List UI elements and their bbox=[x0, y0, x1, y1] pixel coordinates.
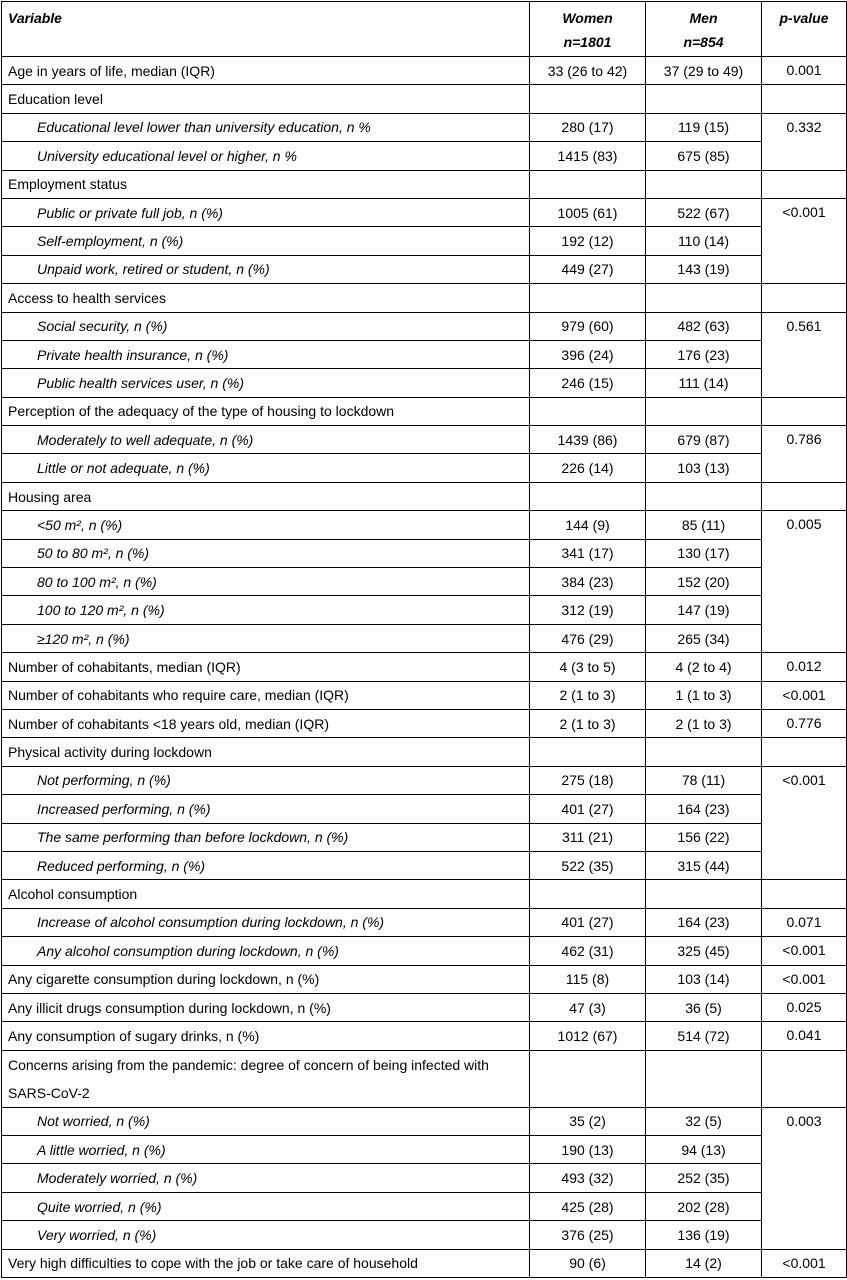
men-value: 252 (35) bbox=[646, 1164, 762, 1192]
variable-label: Any illicit drugs consumption during lockdown, n (%) bbox=[2, 993, 530, 1021]
men-value bbox=[646, 284, 762, 312]
table-row bbox=[2, 766, 847, 794]
men-value: 85 (11) bbox=[646, 511, 762, 539]
variable-label: ≥120 m², n (%) bbox=[2, 624, 530, 652]
table-row bbox=[2, 482, 847, 510]
men-value: 679 (87) bbox=[646, 426, 762, 454]
table-row bbox=[2, 539, 847, 567]
table-row bbox=[2, 340, 847, 368]
table-row bbox=[2, 198, 847, 226]
men-value: 110 (14) bbox=[646, 227, 762, 255]
pvalue-cell: 0.025 bbox=[762, 993, 847, 1021]
men-value: 1 (1 to 3) bbox=[646, 681, 762, 709]
pvalue-cell bbox=[762, 284, 847, 312]
table-row bbox=[2, 1221, 847, 1249]
table-row bbox=[2, 454, 847, 482]
pvalue-cell: <0.001 bbox=[762, 198, 847, 283]
table-row bbox=[2, 568, 847, 596]
pvalue-cell bbox=[762, 397, 847, 425]
header-women-n: n=1801 bbox=[563, 34, 612, 50]
variable-label: Very worried, n (%) bbox=[2, 1221, 530, 1249]
women-value: 275 (18) bbox=[530, 766, 646, 794]
women-value bbox=[530, 397, 646, 425]
variable-label: Self-employment, n (%) bbox=[2, 227, 530, 255]
section-label: Perception of the adequacy of the type of housing to lockdown bbox=[2, 397, 530, 425]
section-label: Physical activity during lockdown bbox=[2, 738, 530, 766]
table-row bbox=[2, 1050, 847, 1107]
header-men bbox=[646, 2, 762, 57]
table-row bbox=[2, 85, 847, 113]
women-value: 1439 (86) bbox=[530, 426, 646, 454]
variable-label: 80 to 100 m², n (%) bbox=[2, 568, 530, 596]
women-value: 476 (29) bbox=[530, 624, 646, 652]
women-value: 311 (21) bbox=[530, 823, 646, 851]
men-value: 37 (29 to 49) bbox=[646, 57, 762, 85]
women-value: 1415 (83) bbox=[530, 142, 646, 170]
variable-label: A little worried, n (%) bbox=[2, 1136, 530, 1164]
variable-label: Quite worried, n (%) bbox=[2, 1192, 530, 1220]
women-value: 4 (3 to 5) bbox=[530, 653, 646, 681]
women-value: 401 (27) bbox=[530, 908, 646, 936]
table-row bbox=[2, 738, 847, 766]
women-value bbox=[530, 1050, 646, 1107]
table-row bbox=[2, 227, 847, 255]
women-value bbox=[530, 85, 646, 113]
section-label: Employment status bbox=[2, 170, 530, 198]
table-row bbox=[2, 795, 847, 823]
table-row bbox=[2, 1136, 847, 1164]
men-value: 143 (19) bbox=[646, 255, 762, 283]
women-value: 396 (24) bbox=[530, 340, 646, 368]
men-value: 136 (19) bbox=[646, 1221, 762, 1249]
variable-label: Age in years of life, median (IQR) bbox=[2, 57, 530, 85]
table-row bbox=[2, 908, 847, 936]
women-value: 33 (26 to 42) bbox=[530, 57, 646, 85]
header-pvalue: p-value bbox=[762, 2, 847, 57]
women-value: 246 (15) bbox=[530, 369, 646, 397]
variable-label: Reduced performing, n (%) bbox=[2, 851, 530, 879]
men-value: 2 (1 to 3) bbox=[646, 709, 762, 737]
men-value bbox=[646, 738, 762, 766]
variable-label: Any consumption of sugary drinks, n (%) bbox=[2, 1022, 530, 1050]
table-row bbox=[2, 312, 847, 340]
men-value: 156 (22) bbox=[646, 823, 762, 851]
section-label: Alcohol consumption bbox=[2, 880, 530, 908]
men-value: 103 (13) bbox=[646, 454, 762, 482]
men-value: 265 (34) bbox=[646, 624, 762, 652]
men-value bbox=[646, 482, 762, 510]
pvalue-cell: <0.001 bbox=[762, 965, 847, 993]
women-value: 90 (6) bbox=[530, 1249, 646, 1277]
data-table bbox=[1, 1, 847, 1278]
men-value bbox=[646, 170, 762, 198]
women-value: 979 (60) bbox=[530, 312, 646, 340]
header-men-label: Men bbox=[689, 10, 718, 26]
women-value: 115 (8) bbox=[530, 965, 646, 993]
men-value: 164 (23) bbox=[646, 795, 762, 823]
variable-label: Little or not adequate, n (%) bbox=[2, 454, 530, 482]
table-row bbox=[2, 255, 847, 283]
table-row bbox=[2, 142, 847, 170]
women-value: 226 (14) bbox=[530, 454, 646, 482]
table-row bbox=[2, 57, 847, 85]
table-row bbox=[2, 1107, 847, 1135]
pvalue-cell: 0.041 bbox=[762, 1022, 847, 1050]
variable-label: Public health services user, n (%) bbox=[2, 369, 530, 397]
women-value: 144 (9) bbox=[530, 511, 646, 539]
variable-label: Any alcohol consumption during lockdown, n (%) bbox=[2, 937, 530, 965]
variable-label: Moderately worried, n (%) bbox=[2, 1164, 530, 1192]
women-value: 280 (17) bbox=[530, 113, 646, 141]
pvalue-cell: 0.012 bbox=[762, 653, 847, 681]
variable-label: 100 to 120 m², n (%) bbox=[2, 596, 530, 624]
variable-label: The same performing than before lockdown, n (%) bbox=[2, 823, 530, 851]
table-row bbox=[2, 937, 847, 965]
table-row bbox=[2, 511, 847, 539]
section-label: Housing area bbox=[2, 482, 530, 510]
table-row bbox=[2, 653, 847, 681]
pvalue-cell: 0.001 bbox=[762, 57, 847, 85]
table-row bbox=[2, 397, 847, 425]
variable-label: Private health insurance, n (%) bbox=[2, 340, 530, 368]
variable-label: Very high difficulties to cope with the job or take care of household bbox=[2, 1249, 530, 1277]
table-row bbox=[2, 965, 847, 993]
pvalue-cell: 0.786 bbox=[762, 426, 847, 483]
table-row bbox=[2, 1164, 847, 1192]
pvalue-cell bbox=[762, 482, 847, 510]
header-women bbox=[530, 2, 646, 57]
header-men-n: n=854 bbox=[683, 34, 724, 50]
women-value: 376 (25) bbox=[530, 1221, 646, 1249]
variable-label: Public or private full job, n (%) bbox=[2, 198, 530, 226]
pvalue-cell bbox=[762, 738, 847, 766]
pvalue-cell: <0.001 bbox=[762, 766, 847, 880]
pvalue-cell: <0.001 bbox=[762, 937, 847, 965]
header-variable: Variable bbox=[2, 2, 530, 57]
men-value bbox=[646, 1050, 762, 1107]
table-row bbox=[2, 1249, 847, 1277]
variable-label: Educational level lower than university education, n % bbox=[2, 113, 530, 141]
men-value: 482 (63) bbox=[646, 312, 762, 340]
men-value: 202 (28) bbox=[646, 1192, 762, 1220]
variable-label: University educational level or higher, n % bbox=[2, 142, 530, 170]
men-value: 119 (15) bbox=[646, 113, 762, 141]
table-body bbox=[2, 57, 847, 1278]
table-row bbox=[2, 880, 847, 908]
women-value: 522 (35) bbox=[530, 851, 646, 879]
table-row bbox=[2, 369, 847, 397]
pvalue-cell bbox=[762, 85, 847, 113]
men-value: 514 (72) bbox=[646, 1022, 762, 1050]
men-value: 325 (45) bbox=[646, 937, 762, 965]
men-value: 78 (11) bbox=[646, 766, 762, 794]
women-value bbox=[530, 738, 646, 766]
variable-label: Number of cohabitants <18 years old, median (IQR) bbox=[2, 709, 530, 737]
men-value: 315 (44) bbox=[646, 851, 762, 879]
men-value: 111 (14) bbox=[646, 369, 762, 397]
section-label: Education level bbox=[2, 85, 530, 113]
variable-label: Social security, n (%) bbox=[2, 312, 530, 340]
table-row bbox=[2, 993, 847, 1021]
variable-label: Number of cohabitants who require care, median (IQR) bbox=[2, 681, 530, 709]
women-value: 2 (1 to 3) bbox=[530, 681, 646, 709]
men-value bbox=[646, 880, 762, 908]
pvalue-cell bbox=[762, 170, 847, 198]
women-value: 2 (1 to 3) bbox=[530, 709, 646, 737]
men-value: 522 (67) bbox=[646, 198, 762, 226]
table-row bbox=[2, 1192, 847, 1220]
variable-label: Increase of alcohol consumption during lockdown, n (%) bbox=[2, 908, 530, 936]
header-women-label: Women bbox=[562, 10, 613, 26]
women-value: 401 (27) bbox=[530, 795, 646, 823]
women-value: 462 (31) bbox=[530, 937, 646, 965]
men-value: 164 (23) bbox=[646, 908, 762, 936]
pvalue-cell: 0.071 bbox=[762, 908, 847, 936]
table-row bbox=[2, 1022, 847, 1050]
variable-label: Not performing, n (%) bbox=[2, 766, 530, 794]
women-value: 312 (19) bbox=[530, 596, 646, 624]
pvalue-cell: 0.776 bbox=[762, 709, 847, 737]
variable-label: Moderately to well adequate, n (%) bbox=[2, 426, 530, 454]
women-value: 47 (3) bbox=[530, 993, 646, 1021]
variable-label: Not worried, n (%) bbox=[2, 1107, 530, 1135]
variable-label: 50 to 80 m², n (%) bbox=[2, 539, 530, 567]
variable-label: <50 m², n (%) bbox=[2, 511, 530, 539]
pvalue-cell: <0.001 bbox=[762, 1249, 847, 1277]
variable-label: Number of cohabitants, median (IQR) bbox=[2, 653, 530, 681]
men-value: 675 (85) bbox=[646, 142, 762, 170]
table-row bbox=[2, 681, 847, 709]
table-row bbox=[2, 709, 847, 737]
pvalue-cell: 0.003 bbox=[762, 1107, 847, 1249]
men-value: 36 (5) bbox=[646, 993, 762, 1021]
table-row bbox=[2, 113, 847, 141]
table-row bbox=[2, 851, 847, 879]
women-value bbox=[530, 284, 646, 312]
women-value: 425 (28) bbox=[530, 1192, 646, 1220]
variable-label: Unpaid work, retired or student, n (%) bbox=[2, 255, 530, 283]
section-label: Access to health services bbox=[2, 284, 530, 312]
women-value: 1012 (67) bbox=[530, 1022, 646, 1050]
women-value: 341 (17) bbox=[530, 539, 646, 567]
table-row bbox=[2, 284, 847, 312]
men-value: 103 (14) bbox=[646, 965, 762, 993]
men-value bbox=[646, 397, 762, 425]
pvalue-cell: 0.005 bbox=[762, 511, 847, 653]
women-value: 35 (2) bbox=[530, 1107, 646, 1135]
table-row bbox=[2, 823, 847, 851]
women-value: 192 (12) bbox=[530, 227, 646, 255]
table-row bbox=[2, 170, 847, 198]
men-value: 147 (19) bbox=[646, 596, 762, 624]
men-value bbox=[646, 85, 762, 113]
pvalue-cell: 0.561 bbox=[762, 312, 847, 397]
variable-label: Any cigarette consumption during lockdown, n (%) bbox=[2, 965, 530, 993]
women-value bbox=[530, 482, 646, 510]
table-row bbox=[2, 596, 847, 624]
women-value: 1005 (61) bbox=[530, 198, 646, 226]
women-value: 190 (13) bbox=[530, 1136, 646, 1164]
men-value: 176 (23) bbox=[646, 340, 762, 368]
men-value: 152 (20) bbox=[646, 568, 762, 596]
women-value: 384 (23) bbox=[530, 568, 646, 596]
table-row bbox=[2, 624, 847, 652]
men-value: 32 (5) bbox=[646, 1107, 762, 1135]
men-value: 94 (13) bbox=[646, 1136, 762, 1164]
women-value: 449 (27) bbox=[530, 255, 646, 283]
section-label: Concerns arising from the pandemic: degree of concern of being infected with SARS-CoV-2 bbox=[2, 1050, 530, 1107]
pvalue-cell bbox=[762, 1050, 847, 1107]
women-value: 493 (32) bbox=[530, 1164, 646, 1192]
pvalue-cell: <0.001 bbox=[762, 681, 847, 709]
women-value bbox=[530, 880, 646, 908]
pvalue-cell: 0.332 bbox=[762, 113, 847, 170]
women-value bbox=[530, 170, 646, 198]
table-header bbox=[2, 2, 847, 57]
table-row bbox=[2, 426, 847, 454]
variable-label: Increased performing, n (%) bbox=[2, 795, 530, 823]
men-value: 14 (2) bbox=[646, 1249, 762, 1277]
pvalue-cell bbox=[762, 880, 847, 908]
men-value: 130 (17) bbox=[646, 539, 762, 567]
men-value: 4 (2 to 4) bbox=[646, 653, 762, 681]
